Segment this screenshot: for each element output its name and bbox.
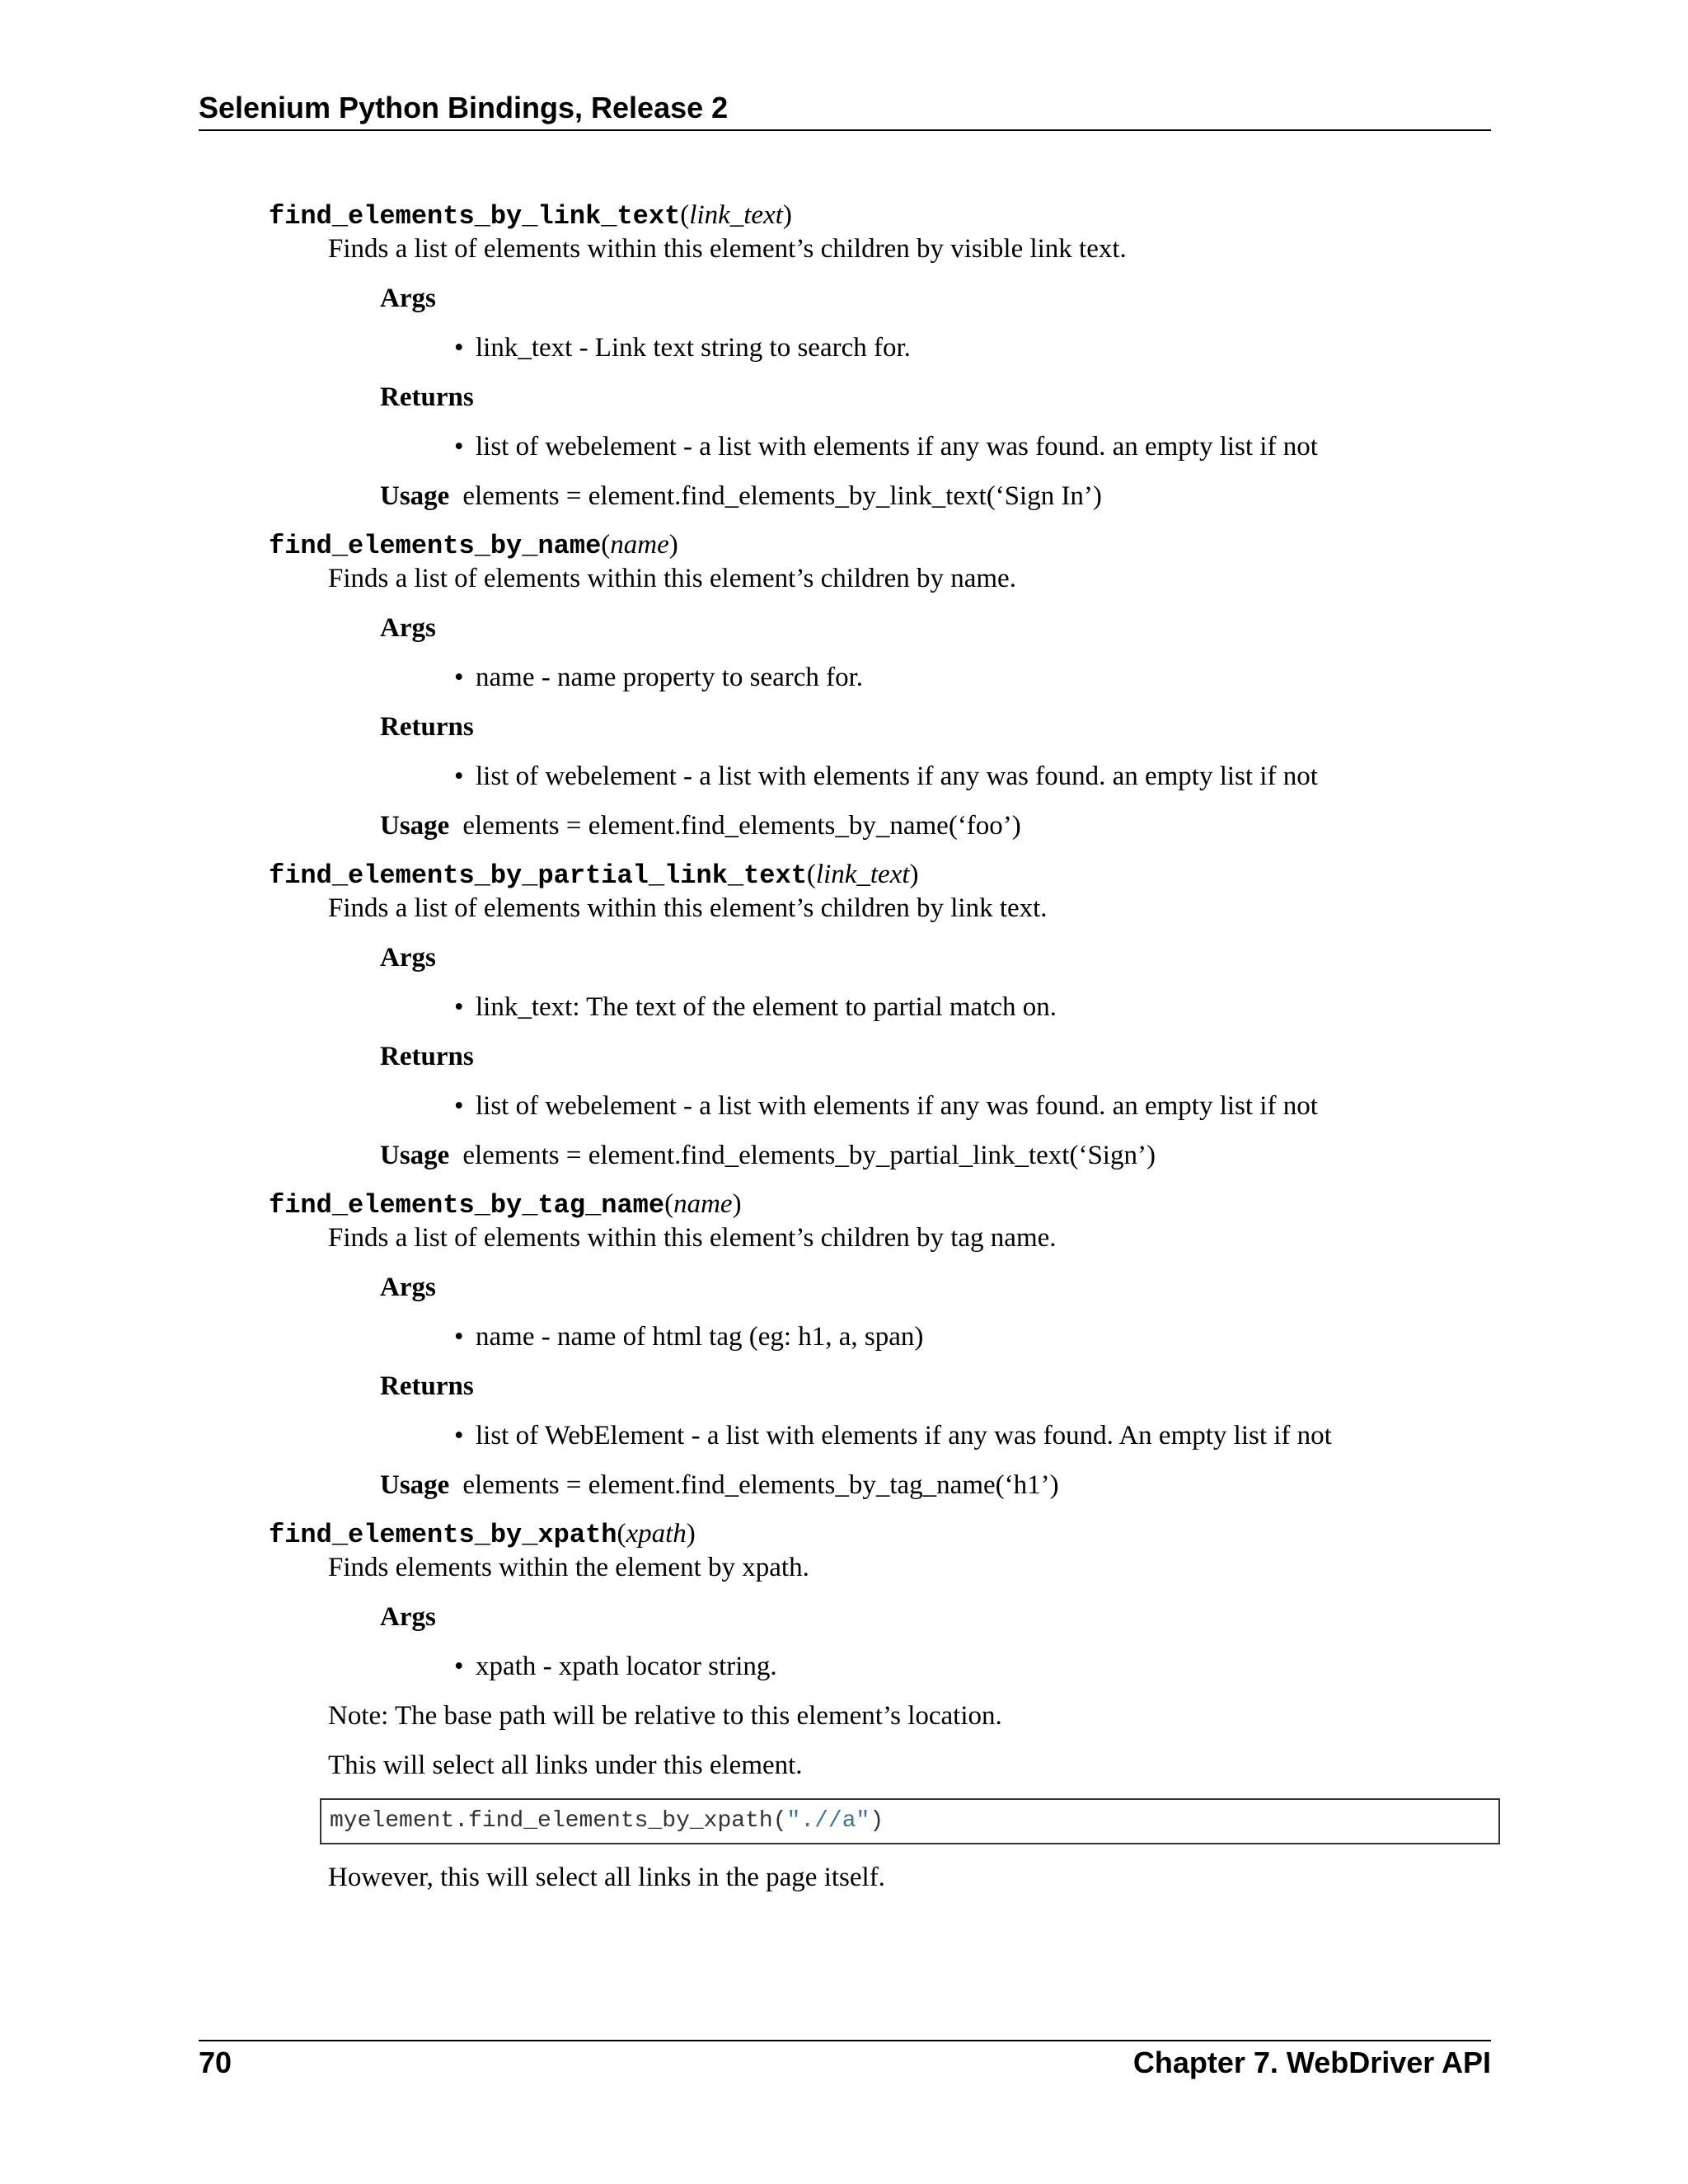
usage-label: Usage [380, 1141, 450, 1170]
returns-bullet [454, 430, 1505, 463]
args-bullet [454, 1650, 1505, 1683]
chapter-title: Chapter 7. WebDriver API [1132, 2046, 1491, 2079]
open-paren: ( [617, 1519, 626, 1549]
bullet-dot-icon: • [454, 1091, 464, 1121]
args-text: link_text - Link text string to search for. [476, 333, 911, 363]
args-label: Args [380, 1602, 436, 1632]
code-block [320, 1798, 1500, 1844]
usage-text: elements = element.find_elements_by_link_text(‘Sign In’) [462, 481, 1102, 511]
open-paren: ( [680, 200, 690, 230]
method-name: find_elements_by_tag_name [269, 1190, 665, 1221]
method-signature [269, 527, 1505, 562]
after-paragraph: However, this will select all links in the page itself. [328, 1863, 885, 1892]
close-paren: ) [686, 1519, 696, 1549]
usage-text: elements = element.find_elements_by_partial_link_text(‘Sign’) [462, 1141, 1156, 1170]
note-paragraph: Note: The base path will be relative to this element’s location. [328, 1701, 1002, 1731]
method-description: Finds a list of elements within this element’s children by tag name. [328, 1223, 1057, 1253]
method-param: name [673, 1189, 733, 1219]
code-prefix: myelement.find_elements_by_xpath( [330, 1808, 787, 1834]
footer-rule [199, 2040, 1491, 2041]
usage-line [380, 1469, 1505, 1502]
method-name: find_elements_by_name [269, 531, 602, 561]
returns-bullet [454, 1090, 1505, 1122]
returns-bullet [454, 760, 1505, 793]
method-entry [269, 527, 1505, 842]
usage-text: elements = element.find_elements_by_name(‘foo’) [462, 811, 1021, 841]
args-text: link_text: The text of the element to partial match on. [476, 992, 1057, 1022]
open-paren: ( [601, 530, 611, 560]
method-signature [269, 198, 1505, 232]
method-description: Finds a list of elements within this element’s children by name. [328, 564, 1016, 593]
usage-line [380, 480, 1505, 513]
method-name: find_elements_by_partial_link_text [269, 860, 807, 891]
bullet-dot-icon: • [454, 1421, 464, 1451]
method-description: Finds elements within the element by xpath. [328, 1553, 809, 1582]
args-text: xpath - xpath locator string. [476, 1652, 777, 1681]
args-text: name - name property to search for. [476, 663, 864, 692]
method-description: Finds a list of elements within this element’s children by link text. [328, 893, 1048, 923]
returns-bullet [454, 1419, 1505, 1452]
usage-text: elements = element.find_elements_by_tag_name(‘h1’) [462, 1470, 1059, 1500]
args-bullet [454, 991, 1505, 1024]
args-label: Args [380, 613, 436, 643]
code-string: ".//a" [786, 1808, 870, 1834]
method-name: find_elements_by_link_text [269, 201, 681, 232]
method-param: link_text [815, 860, 910, 889]
returns-label: Returns [380, 1042, 474, 1071]
bullet-dot-icon: • [454, 663, 464, 692]
bullet-dot-icon: • [454, 432, 464, 462]
returns-label: Returns [380, 382, 474, 412]
method-signature [269, 1187, 1505, 1221]
code-suffix: ) [870, 1808, 884, 1834]
usage-line [380, 809, 1505, 842]
bullet-dot-icon: • [454, 992, 464, 1022]
method-entry [269, 1187, 1505, 1502]
method-name: find_elements_by_xpath [269, 1520, 617, 1550]
args-bullet [454, 1320, 1505, 1353]
returns-text: list of webelement - a list with elements if any was found. an empty list if not [476, 762, 1318, 791]
method-entry-xpath [269, 1516, 1505, 1894]
method-entry [269, 198, 1505, 513]
method-param: xpath [626, 1519, 687, 1549]
method-entry [269, 857, 1505, 1172]
usage-label: Usage [380, 1470, 450, 1500]
bullet-dot-icon: • [454, 1652, 464, 1681]
args-bullet [454, 661, 1505, 694]
usage-label: Usage [380, 811, 450, 841]
args-bullet [454, 331, 1505, 364]
close-paren: ) [668, 530, 678, 560]
usage-line [380, 1139, 1505, 1172]
returns-label: Returns [380, 1371, 474, 1401]
args-label: Args [380, 284, 436, 313]
open-paren: ( [806, 860, 816, 889]
method-signature [269, 1516, 1505, 1551]
returns-text: list of WebElement - a list with elements if any was found. An empty list if not [476, 1421, 1332, 1451]
open-paren: ( [664, 1189, 674, 1219]
page-content [269, 198, 1505, 1894]
bullet-dot-icon: • [454, 762, 464, 791]
args-label: Args [380, 1272, 436, 1302]
running-header-title: Selenium Python Bindings, Release 2 [199, 91, 729, 124]
method-param: link_text [689, 200, 783, 230]
method-param: name [610, 530, 669, 560]
method-signature [269, 857, 1505, 892]
bullet-dot-icon: • [454, 1322, 464, 1352]
args-text: name - name of html tag (eg: h1, a, span) [476, 1322, 924, 1352]
method-description: Finds a list of elements within this element’s children by visible link text. [328, 234, 1127, 264]
page-number: 70 [199, 2046, 232, 2079]
close-paren: ) [732, 1189, 742, 1219]
select-paragraph: This will select all links under this element. [328, 1750, 803, 1780]
close-paren: ) [909, 860, 919, 889]
args-label: Args [380, 943, 436, 972]
usage-label: Usage [380, 481, 450, 511]
close-paren: ) [782, 200, 792, 230]
returns-text: list of webelement - a list with elements if any was found. an empty list if not [476, 1091, 1318, 1121]
bullet-dot-icon: • [454, 333, 464, 363]
header-rule [199, 129, 1491, 131]
returns-text: list of webelement - a list with elements if any was found. an empty list if not [476, 432, 1318, 462]
returns-label: Returns [380, 712, 474, 742]
